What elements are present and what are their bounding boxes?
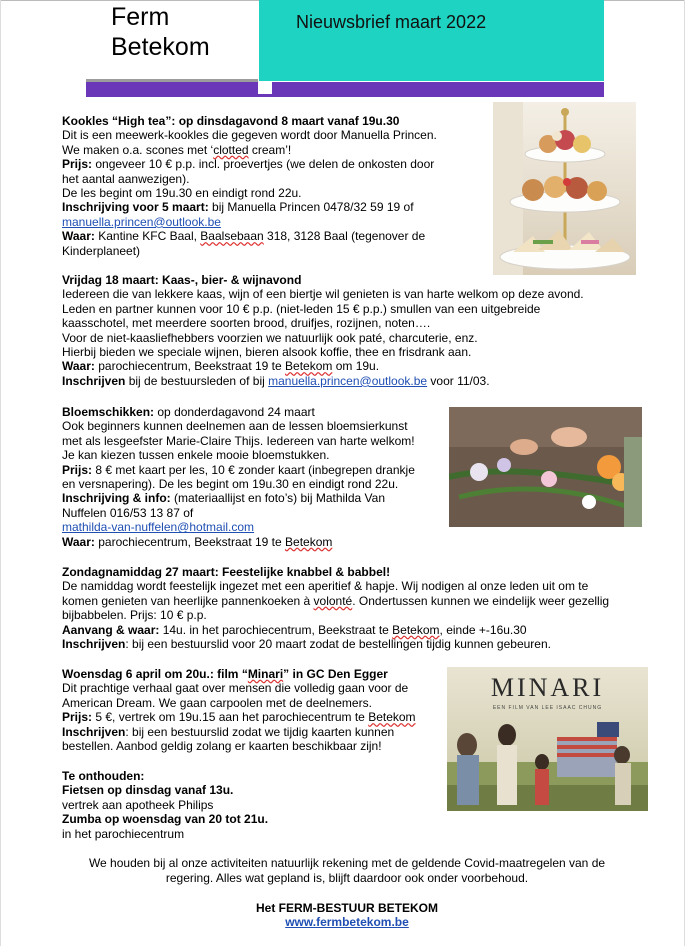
newsletter-title: Nieuwsbrief maart 2022: [296, 12, 487, 32]
film-price-label: Prijs:: [62, 710, 93, 725]
high-tea-photo: [493, 102, 636, 275]
kookles-when: op dinsdagavond 8 maart vanaf 19u.30: [175, 114, 400, 128]
header-purple-bar: [86, 82, 604, 97]
kookles-price: ongeveer 10 € p.p. incl. proevertjes (we delen de onkosten door: [92, 157, 435, 172]
film-title: Woensdag 6 april om 20u.: film “Minari” in GC Den Egger: [62, 667, 388, 681]
bloem-reg-label: Inschrijving & info:: [62, 491, 171, 506]
knabbel-reg-label: Inschrijven: [62, 637, 126, 652]
footer-signature: Het FERM-BESTUUR BETEKOM www.fermbetekom.be: [256, 901, 438, 929]
onthouden-title: Te onthouden:: [62, 769, 145, 783]
brand-line-2: Betekom: [111, 33, 210, 61]
section-te-onthouden: Te onthouden: Fietsen op dinsdag vanaf 13u. vertrek aan apotheek Philips Zumba op woensdag van 20 tot 21u. in het parochiecentrum: [62, 769, 269, 841]
section-bloemschikken: Bloemschikken: op donderdagavond 24 maart Ook beginners kunnen deelnemen aan de lessen bloemsierkunst met als lesgeefster Marie-Claire Thijs. Iedereen van harte welkom! Je kan kiezen tussen enkele mooie bloemstukken. Prijs: 8 € met kaart per les, 10 € zonder kaart (inbegrepen drankje en versnapering). De les begint om 19u.30 en eindigt rond 22u. Inschrijving & info: (materiaallijst en foto’s) bij Mathilda Van Nuffelen 016/53 13 87 of mathilda-van-nuffelen@hotmail.com Waar: parochiecentrum, Beekstraat 19 te Betekom: [62, 405, 415, 549]
section-film-minari: Woensdag 6 april om 20u.: film “Minari” in GC Den Egger Dit prachtige verhaal gaat over mensen die volledig gaan voor de American Dream. We gaan carpoolen met de deelnemers. Prijs: 5 €, vertrek om 19u.15 aan het parochiecentrum te Betekom Inschrijven: bij een bestuurslid zodat we tijdig kaarten kunnen bestellen. Aanbod geldig zolang er kaarten beschikbaar zijn!: [62, 667, 416, 754]
section-kaas-bier-wijn: Vrijdag 18 maart: Kaas-, bier- & wijnavond Iedereen die van lekkere kaas, wijn of een biertje wil genieten is van harte welkom op deze avond. Leden en partner kunnen voor 10 € p.p. (niet-leden 15 € p.p.) smullen van een uitgebreide kaasschotel, met meerdere soorten brood, druifjes, rozijnen, noten…. Voor de niet-kaasliefhebbers voorzien we natuurlijk ook paté, charcuterie, enz. Hierbij bieden we speciale wijnen, bieren alsook koffie, thee en frisdrank aan. Waar: parochiecentrum, Beekstraat 19 te Betekom om 19u. Inschrijven bij de bestuursleden of bij manuella.princen@outlook.be voor 11/03.: [62, 273, 584, 388]
minari-poster-subtitle: EEN FILM VAN LEE ISAAC CHUNG: [492, 705, 603, 711]
kookles-title: Kookles “High tea”:: [62, 114, 176, 128]
kookles-times: De les begint om 19u.30 en eindigt rond 22u.: [62, 186, 302, 201]
bloem-email-link[interactable]: mathilda-van-nuffelen@hotmail.com: [62, 520, 255, 535]
kaas-email-link[interactable]: manuella.princen@outlook.be: [268, 373, 428, 388]
kookles-where-label: Waar:: [62, 229, 95, 244]
kookles-reg-label: Inschrijving voor 5 maart:: [62, 200, 209, 215]
header-square: [258, 81, 272, 94]
kookles-clotted: clotted: [213, 142, 249, 157]
kaas-title: Vrijdag 18 maart: Kaas-, bier- & wijnavond: [62, 273, 302, 287]
kookles-intro: Dit is een meewerk-kookles die gegeven wordt door Manuella Princen.: [62, 128, 437, 143]
knabbel-title: Zondagnamiddag 27 maart: Feestelijke knabbel & babbel!: [62, 565, 391, 579]
kookles-price-label: Prijs:: [62, 157, 93, 172]
bloem-price-label: Prijs:: [62, 462, 93, 477]
bloem-where-label: Waar:: [62, 534, 95, 549]
minari-poster-title: MINARI: [490, 673, 605, 702]
flower-arranging-photo: [449, 407, 642, 527]
kaas-where-label: Waar:: [62, 359, 95, 374]
film-reg-label: Inschrijven: [62, 724, 126, 739]
kookles-email-link[interactable]: manuella.princen@outlook.be: [62, 214, 221, 229]
minari-poster: [447, 667, 648, 811]
kaas-reg-label: Inschrijven: [62, 373, 126, 388]
brand-logo-text: [111, 2, 210, 62]
section-knabbel-babbel: Zondagnamiddag 27 maart: Feestelijke knabbel & babbel! De namiddag wordt feestelijk ingezet met een aperitief & hapje. Wij nodigen al onze leden uit om te komen genieten van heerlijke pannenkoeken à volonté. Ondertussen kunnen we eindelijk weer gezellig bijbabbelen. Prijs: 10 € p.p. Aanvang & waar: 14u. in het parochiecentrum, Beekstraat te Betekom, einde +-16u.30 Inschrijven: bij een bestuurslid voor 20 maart zodat de bestellingen tijdig kunnen gebeuren.: [62, 565, 610, 652]
knabbel-aanvang-label: Aanvang & waar:: [62, 622, 160, 637]
kookles-reg: bij Manuella Princen 0478/32 59 19 of: [208, 200, 414, 215]
website-link[interactable]: www.fermbetekom.be: [285, 915, 409, 929]
bloem-title: Bloemschikken:: [62, 405, 155, 419]
section-kookles: Kookles “High tea”: op dinsdagavond 8 maart vanaf 19u.30 Dit is een meewerk-kookles die gegeven wordt door Manuella Princen. We maken o.a. scones met ‘clotted cream’! Prijs: ongeveer 10 € p.p. incl. proevertjes (we delen de onkosten door het aantal aanwezigen). De les begint om 19u.30 en eindigt rond 22u. Inschrijving voor 5 maart: bij Manuella Princen 0478/32 59 19 of manuella.princen@outlook.be Waar: Kantine KFC Baal, Baalsebaan 318, 3128 Baal (tegenover de Kinderplaneet): [62, 114, 492, 258]
brand-line-1: Ferm: [111, 3, 170, 31]
covid-note: We houden bij al onze activiteiten natuurlijk rekening met de geldende Covid-maatregelen van de regering. Alles wat gepland is, blijft daardoor ook onder voorbehoud.: [88, 856, 606, 885]
